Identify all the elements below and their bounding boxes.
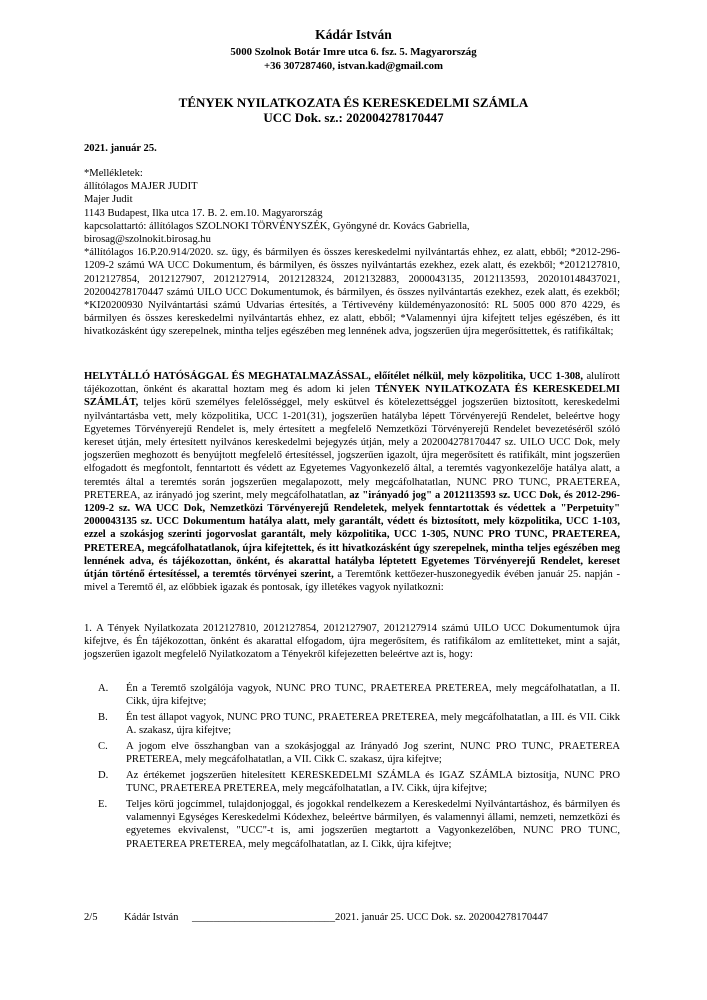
attachments-paragraph: *állítólagos 16.P.20.914/2020. sz. ügy, és bármilyen és összes kereskedelmi nyilvántartás ehhez, ez alatt, ebből; *2012-296-1209-2 számú WA UCC Dokumentum, és bármilyen, és összes nyilvántartás ezekhez, ezek alatt, és ezekből; *2012127810, 2012127854, 2012127907, 2012127914, 2012128324, 2012132883, 2000043135, 2012113593, 202010148437021, 202004278170447 számú UILO UCC Dokumentumok, és bármilyen, és összes nyilvántartás ezekhez, ezek alatt, és ezekből; *KI20200930 Nyilvántartási számú Udvarias értesítés, a Tértivevény küldeményazonosító: RL 5005 000 870 4229, és bármilyen és összes kereskedelmi nyilvántartás ehhez, ez alatt, ebből; *Valamennyi újra kifejtett teljes egészében, és itt hivatkozásként úgy szerepelnek, mintha teljes egészében meg lennének adva, jogszerűen újra megerősíttettek, és ratifikáltak; bbox=[84, 247, 620, 338]
declaration-title-ref: TÉNYEK NYILATKOZATA ÉS KERESKEDELMI SZÁMLÁT, bbox=[84, 384, 620, 409]
list-item-letter: C. bbox=[98, 741, 108, 752]
attachment-line: Majer Judit bbox=[84, 194, 133, 206]
footer-reference: 2021. január 25. UCC Dok. sz. 202004278170447 bbox=[335, 912, 549, 923]
list-item-text: Az értékemet jogszerűen hitelesített KERESKEDELMI SZÁMLA és IGAZ SZÁMLA biztosítja, NUNC PRO TUNC, PRAETEREA PRETEREA, mely megcáfolhatatlan, a IV. Cikk, újra kifejtve; bbox=[126, 770, 620, 795]
signature-line: ___________________________ bbox=[192, 912, 336, 923]
page-number: 2/5 bbox=[84, 912, 98, 923]
governing-law-clause: az "irányadó jog" a 2012113593 sz. UCC Dok, és 2012-296-1209-2 sz. WA UCC Dok, Nemzetközi Törvényerejű Rendeletek, melyek fenntartottak és védettek a "Perpetuity" 2000043135 sz. UCC Dokumentum hatálya alatt, mely garantált, védett és biztosított, mely közpolitika, UCC 1-103, ezzel a szokásjog szerinti jogorvoslat garantált, mely közpolitika, UCC 1-305, NUNC PRO TUNC, PRAETEREA, PRETEREA, megcáfolhatatlanok, újra kifejtettek, és itt hivatkozásként úgy szerepelnek, mintha teljes egészében meg lennének adva, és tájékozottan, önként, és akarattal hatályba léptetett Egyetemes Törvényerejű Rendelet, kereset útján történő értesítéssel, a teremtés törvényei szerint, bbox=[84, 489, 620, 581]
list-item-text: A jogom elve összhangban van a szokásjoggal az Irányadó Jog szerint, NUNC PRO TUNC, PRAETEREA PRETEREA, mely megcáfolhatatlan, a VII. Cikk C. szakasz, újra kifejtve; bbox=[126, 741, 620, 766]
attachments-block bbox=[84, 167, 620, 339]
document-title: TÉNYEK NYILATKOZATA ÉS KERESKEDELMI SZÁMLA bbox=[178, 95, 529, 110]
list-item-text: Teljes körű jogcímmel, tulajdonjoggal, és jogokkal rendelkezem a Kereskedelmi Nyilvántartáshoz, és bármilyen és valamennyi Egységes Kereskedelmi Kódexhez, beleértve bármilyen, és valamennyi állami, nemzeti, nemzetközi és egyetemes ekvivalenst, "UCC"-t is, ami jogszerűen megtartott a Vagyonkezelőben, NUNC PRO TUNC, PRAETEREA PRETEREA, mely megcáfolhatatlan, az I. Cikk, újra kifejtve; bbox=[126, 799, 620, 850]
list-item-text: Én a Teremtő szolgálója vagyok, NUNC PRO TUNC, PRAETEREA PRETEREA, mely megcáfolhatatlan, a II. Cikk, újra kifejtve; bbox=[126, 683, 620, 708]
main-paragraph bbox=[84, 370, 620, 594]
document-reference: UCC Dok. sz.: 202004278170447 bbox=[263, 110, 444, 125]
attachment-line: kapcsolattartó: állítólagos SZOLNOKI TÖRVÉNYSZÉK, Gyöngyné dr. Kovács Gabriella, bbox=[84, 220, 470, 232]
list-item-letter: E. bbox=[98, 799, 108, 810]
author-name: Kádár István bbox=[315, 27, 392, 42]
main-declaration bbox=[84, 370, 620, 594]
list-item-letter: B. bbox=[98, 712, 108, 723]
attachment-line: 1143 Budapest, Ilka utca 17. B. 2. em.10. Magyarország bbox=[84, 207, 323, 219]
author-address: 5000 Szolnok Botár Imre utca 6. fsz. 5. Magyarország bbox=[230, 46, 477, 58]
list-item-letter: A. bbox=[98, 683, 109, 694]
attachment-line: állítólagos MAJER JUDIT bbox=[84, 181, 198, 193]
author-contact: +36 307287460, istvan.kad@gmail.com bbox=[263, 60, 444, 72]
authority-clause: HELYTÁLLÓ HATÓSÁGGAL ÉS MEGHATALMAZÁSSAL, előítélet nélkül, mely közpolitika, UCC 1-308, bbox=[84, 371, 584, 382]
page-footer bbox=[84, 911, 644, 924]
list-item-text: Én test állapot vagyok, NUNC PRO TUNC, PRAETEREA PRETEREA, mely megcáfolhatatlan, a III. és VII. Cikk A. szakasz, újra kifejtve; bbox=[126, 712, 620, 737]
declaration-closing: a Teremtőnk kettőezer-huszonegyedik évében január 25. napján - mivel a Teremtő él, az előbbiek igazak és pontosak, így illetékes vagyok nyilatkozni: bbox=[84, 569, 620, 594]
document-date: 2021. január 25. bbox=[84, 143, 157, 154]
list-item-letter: D. bbox=[98, 770, 109, 781]
footer-name: Kádár István bbox=[124, 912, 179, 923]
attachments-heading: *Mellékletek: bbox=[84, 168, 143, 179]
section-1: 1. A Tények Nyilatkozata 2012127810, 2012127854, 2012127907, 2012127914 számú UILO UCC Dokumentumok újra kifejtve, és Én tájékozottan, önként és akarattal elfogadom, újra megerősítem, és ratifikálom az említetteket, mint a saját, jogszerűen igazolt megfelelő Nyilatkozatom a Tényekről kifejezetten beleértve azt is, hogy: bbox=[84, 623, 620, 661]
attachment-line: birosag@szolnokit.birosag.hu bbox=[84, 234, 211, 246]
declaration-body: teljes körű személyes felelősséggel, mely eskütvel és kötelezettséggel jogszerűen biztosított, kereskedelmi nyilvántartásba vett, mely közpolitika, UCC 1-201(31), jogszerűen hatályba lépett Törvényerejű Rendelet, beleértve hogy Egyetemes Törvényerejű Rendelet is, mely értesített a megfelelő Nemzetközi Törvényerejű Rendelet bevezetéséről szóló kereset útján, mely értesített nyilvános kereskedelmi bejegyzés útján, mely a 202004278170447 sz. UILO UCC Dok, mely jogszerűen meghozott és benyújtott megfelelő értesítéssel, jogszerűen igazolt, újra megerősített és ratifikált, mint jogszerűen elfogadott és megfontolt, fenntartott és védett az Egyetemes Vagyonkezelő által, a teremtés vagyonkezelője hatálya alatt, a teremtés által a teremtés során jogszerűen megalapozott, mely megcáfolhatatlan, NUNC PRO TUNC, PRAETEREA, PRETEREA, az irányadó jog szerint, mely megcáfolhatatlan, bbox=[84, 397, 620, 501]
declaration-intro: alulírott tájékozottan, önként és akarattal hoztam meg és adom ki jelen bbox=[84, 371, 620, 396]
